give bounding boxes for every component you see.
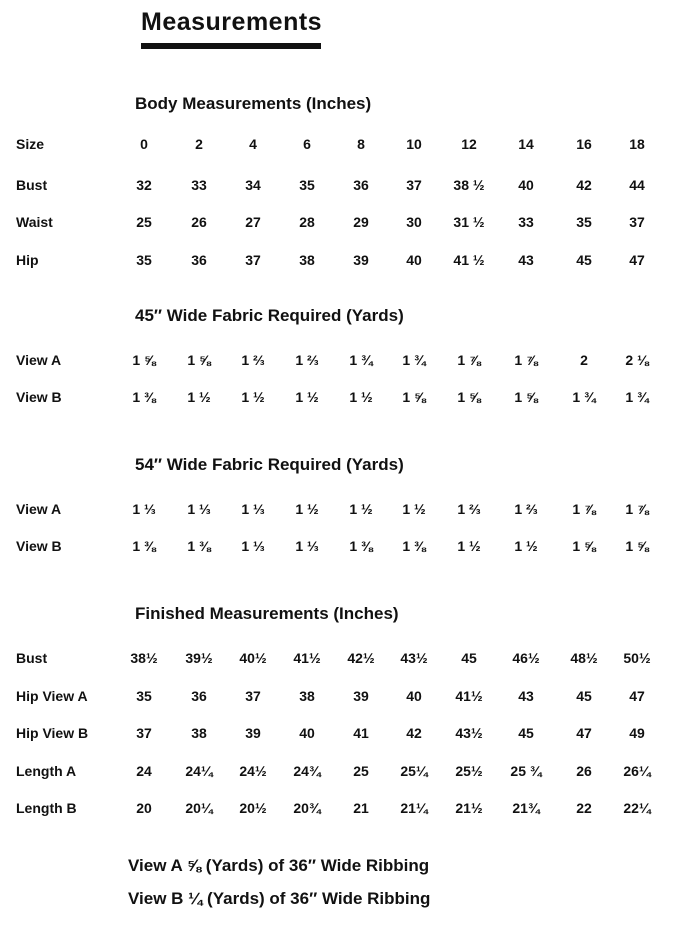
table-cell: 39 xyxy=(245,725,261,741)
table-cell: 1 ⅞ xyxy=(514,352,538,368)
table-cell: 36 xyxy=(191,252,207,268)
table-cell: 18 xyxy=(629,136,645,152)
table-row xyxy=(0,177,700,199)
table-cell: 21 xyxy=(353,800,369,816)
table-row xyxy=(0,650,700,672)
table-cell: 40 xyxy=(518,177,534,193)
table-cell: 1 ½ xyxy=(187,389,211,405)
table-row xyxy=(0,725,700,747)
table-cell: 43½ xyxy=(455,725,483,741)
table-cell: 21¾ xyxy=(512,800,540,816)
table-cell: 22¼ xyxy=(623,800,651,816)
table-cell: 25 xyxy=(136,214,152,230)
table-cell: 35 xyxy=(576,214,592,230)
table-cell: 1 ⅓ xyxy=(132,501,156,517)
table-cell: 45 xyxy=(461,650,477,666)
table-cell: 40 xyxy=(406,688,422,704)
table-cell: 21½ xyxy=(455,800,483,816)
table-cell: 20½ xyxy=(239,800,267,816)
row-label: View B xyxy=(16,538,62,554)
page-title: Measurements xyxy=(141,8,321,49)
table-cell: 1 ⅞ xyxy=(625,501,649,517)
table-cell: 1 ½ xyxy=(457,538,481,554)
row-label: Waist xyxy=(16,214,53,230)
table-cell: 20¾ xyxy=(293,800,321,816)
table-cell: 1 ⅝ xyxy=(572,538,596,554)
row-label: Hip xyxy=(16,252,39,268)
table-cell: 1 ⅞ xyxy=(572,501,596,517)
table-cell: 1 ½ xyxy=(402,501,426,517)
ribbing-view-a: View A ⅝ (Yards) of 36″ Wide Ribbing xyxy=(128,856,430,875)
table-cell: 2 xyxy=(195,136,203,152)
table-cell: 40 xyxy=(406,252,422,268)
table-cell: 12 xyxy=(461,136,477,152)
table-cell: 42½ xyxy=(347,650,375,666)
table-cell: 1 ⅓ xyxy=(241,501,265,517)
table-cell: 34 xyxy=(245,177,261,193)
ribbing-view-b: View B ¼ (Yards) of 36″ Wide Ribbing xyxy=(128,889,431,908)
table-cell: 1 ⅝ xyxy=(187,352,211,368)
table-cell: 37 xyxy=(245,688,261,704)
table-cell: 36 xyxy=(191,688,207,704)
table-cell: 36 xyxy=(353,177,369,193)
table-cell: 1 ⅜ xyxy=(349,538,373,554)
table-cell: 40 xyxy=(299,725,315,741)
table-cell: 37 xyxy=(245,252,261,268)
table-cell: 16 xyxy=(576,136,592,152)
table-cell: 1 ⅜ xyxy=(187,538,211,554)
table-cell: 43 xyxy=(518,688,534,704)
table-cell: 24½ xyxy=(239,763,267,779)
table-row xyxy=(0,501,700,523)
table-cell: 26 xyxy=(191,214,207,230)
fabric-54-heading: 54″ Wide Fabric Required (Yards) xyxy=(135,455,404,474)
table-cell: 1 ⅔ xyxy=(295,352,319,368)
row-label: Length B xyxy=(16,800,77,816)
table-cell: 29 xyxy=(353,214,369,230)
table-cell: 38 xyxy=(299,688,315,704)
table-cell: 28 xyxy=(299,214,315,230)
table-row xyxy=(0,352,700,374)
table-cell: 41 ½ xyxy=(453,252,485,268)
table-cell: 32 xyxy=(136,177,152,193)
table-cell: 33 xyxy=(191,177,207,193)
table-cell: 1 ½ xyxy=(295,501,319,517)
table-cell: 1 ⅓ xyxy=(241,538,265,554)
table-cell: 26¼ xyxy=(623,763,651,779)
row-label: View A xyxy=(16,501,62,517)
table-cell: 2 xyxy=(580,352,588,368)
table-cell: 37 xyxy=(406,177,422,193)
table-cell: 41 xyxy=(353,725,369,741)
table-cell: 1 ½ xyxy=(241,389,265,405)
table-cell: 50½ xyxy=(623,650,651,666)
table-cell: 44 xyxy=(629,177,645,193)
table-row xyxy=(0,389,700,411)
table-cell: 35 xyxy=(299,177,315,193)
table-cell: 1 ¾ xyxy=(625,389,649,405)
table-cell: 26 xyxy=(576,763,592,779)
table-cell: 24¾ xyxy=(293,763,321,779)
table-cell: 43 xyxy=(518,252,534,268)
row-label: View A xyxy=(16,352,62,368)
table-cell: 25½ xyxy=(455,763,483,779)
table-cell: 1 ⅜ xyxy=(132,389,156,405)
row-label: Hip View B xyxy=(16,725,89,741)
table-cell: 40½ xyxy=(239,650,267,666)
table-cell: 49 xyxy=(629,725,645,741)
table-cell: 1 ⅜ xyxy=(132,538,156,554)
table-cell: 1 ⅝ xyxy=(514,389,538,405)
table-cell: 38 xyxy=(191,725,207,741)
table-cell: 33 xyxy=(518,214,534,230)
table-cell: 39 xyxy=(353,688,369,704)
table-cell: 42 xyxy=(576,177,592,193)
table-row xyxy=(0,214,700,236)
table-cell: 25 xyxy=(353,763,369,779)
table-cell: 38½ xyxy=(130,650,158,666)
table-cell: 48½ xyxy=(570,650,598,666)
table-cell: 1 ⅓ xyxy=(295,538,319,554)
table-row xyxy=(0,136,700,158)
table-cell: 1 ⅔ xyxy=(457,501,481,517)
table-cell: 41½ xyxy=(293,650,321,666)
table-cell: 25¼ xyxy=(400,763,428,779)
table-cell: 4 xyxy=(249,136,257,152)
table-cell: 1 ¾ xyxy=(349,352,373,368)
table-row xyxy=(0,800,700,822)
table-row xyxy=(0,252,700,274)
table-cell: 39 xyxy=(353,252,369,268)
row-label: Size xyxy=(16,136,45,152)
table-cell: 1 ½ xyxy=(349,501,373,517)
table-cell: 27 xyxy=(245,214,261,230)
table-cell: 1 ⅜ xyxy=(402,538,426,554)
table-cell: 30 xyxy=(406,214,422,230)
table-cell: 25 ¾ xyxy=(510,763,542,779)
table-cell: 1 ⅞ xyxy=(457,352,481,368)
table-cell: 8 xyxy=(357,136,365,152)
table-cell: 47 xyxy=(629,252,645,268)
table-cell: 45 xyxy=(576,688,592,704)
table-cell: 6 xyxy=(303,136,311,152)
finished-measurements-heading: Finished Measurements (Inches) xyxy=(135,604,399,623)
row-label: Bust xyxy=(16,650,48,666)
table-cell: 47 xyxy=(629,688,645,704)
table-row xyxy=(0,538,700,560)
row-label: Length A xyxy=(16,763,77,779)
table-cell: 35 xyxy=(136,688,152,704)
table-cell: 1 ¾ xyxy=(402,352,426,368)
row-label: View B xyxy=(16,389,62,405)
table-cell: 1 ⅝ xyxy=(132,352,156,368)
table-cell: 31 ½ xyxy=(453,214,485,230)
table-cell: 46½ xyxy=(512,650,540,666)
table-cell: 0 xyxy=(140,136,148,152)
table-cell: 1 ½ xyxy=(295,389,319,405)
table-cell: 1 ¾ xyxy=(572,389,596,405)
table-cell: 37 xyxy=(629,214,645,230)
table-cell: 1 ½ xyxy=(514,538,538,554)
fabric-45-heading: 45″ Wide Fabric Required (Yards) xyxy=(135,306,404,325)
table-row xyxy=(0,688,700,710)
table-cell: 43½ xyxy=(400,650,428,666)
table-cell: 1 ⅔ xyxy=(241,352,265,368)
table-cell: 45 xyxy=(576,252,592,268)
table-cell: 38 ½ xyxy=(453,177,485,193)
table-cell: 24¼ xyxy=(185,763,213,779)
table-row xyxy=(0,763,700,785)
table-cell: 1 ⅓ xyxy=(187,501,211,517)
table-cell: 1 ½ xyxy=(349,389,373,405)
table-cell: 1 ⅝ xyxy=(625,538,649,554)
table-cell: 42 xyxy=(406,725,422,741)
table-cell: 47 xyxy=(576,725,592,741)
table-cell: 38 xyxy=(299,252,315,268)
table-cell: 22 xyxy=(576,800,592,816)
table-cell: 39½ xyxy=(185,650,213,666)
row-label: Bust xyxy=(16,177,48,193)
table-cell: 41½ xyxy=(455,688,483,704)
table-cell: 10 xyxy=(406,136,422,152)
table-cell: 1 ⅔ xyxy=(514,501,538,517)
table-cell: 1 ⅝ xyxy=(402,389,426,405)
body-measurements-heading: Body Measurements (Inches) xyxy=(135,94,372,113)
table-cell: 20 xyxy=(136,800,152,816)
table-cell: 24 xyxy=(136,763,152,779)
table-cell: 14 xyxy=(518,136,534,152)
table-cell: 2 ⅛ xyxy=(625,352,649,368)
row-label: Hip View A xyxy=(16,688,88,704)
table-cell: 20¼ xyxy=(185,800,213,816)
table-cell: 35 xyxy=(136,252,152,268)
table-cell: 45 xyxy=(518,725,534,741)
table-cell: 21¼ xyxy=(400,800,428,816)
table-cell: 1 ⅝ xyxy=(457,389,481,405)
table-cell: 37 xyxy=(136,725,152,741)
